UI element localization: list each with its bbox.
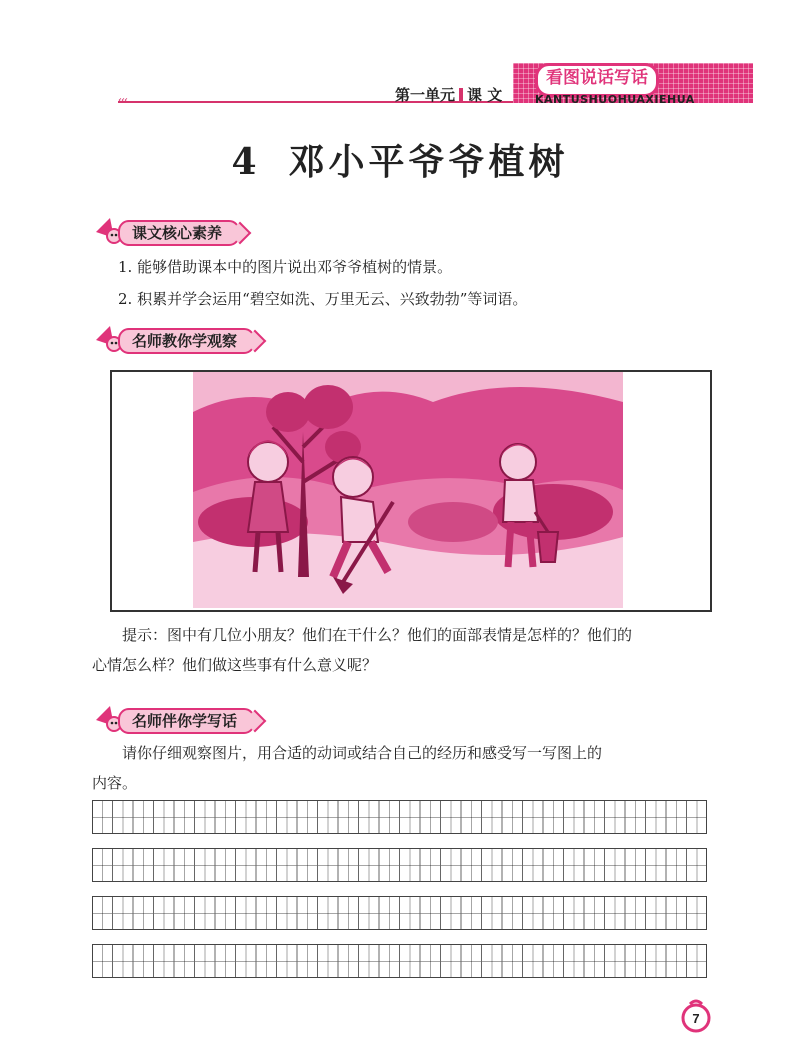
writing-grid-row-2[interactable] — [92, 848, 707, 882]
lesson-title: 邓小平爷爷植树 — [288, 141, 569, 183]
tree-planting-illustration — [193, 372, 623, 608]
brand-pinyin: KANTUSHUOHUAXIEHUA — [535, 93, 695, 106]
brand-title: 看图说话写话 — [535, 63, 659, 97]
observation-hint — [92, 620, 712, 680]
writing-grid-row-3[interactable] — [92, 896, 707, 930]
literacy-item-2: 2. 积累并学会运用“碧空如洗、万里无云、兴致勃勃”等词语。 — [118, 290, 528, 308]
hint-line-2: 心情怎么样？他们做这些事有什么意义呢？ — [92, 656, 378, 674]
page-number: 7 — [692, 1011, 700, 1026]
header-unit — [395, 84, 502, 105]
section-tag: 名师教你学观察 — [118, 328, 255, 354]
page-number-badge — [678, 998, 714, 1034]
literacy-item-1: 1. 能够借助课本中的图片说出邓爷爷植树的情景。 — [118, 258, 453, 276]
writing-prompt — [92, 738, 712, 798]
section-tag: 名师伴你学写话 — [118, 708, 255, 734]
unit-label: 第一单元 — [395, 86, 456, 104]
section-label: 课 文 — [467, 86, 503, 104]
writing-grid-row-1[interactable] — [92, 800, 707, 834]
hint-line-1: 提示：图中有几位小朋友？他们在干什么？他们的面部表情是怎样的？他们的 — [122, 626, 633, 644]
header-ornament: ‹‹‹ — [118, 95, 127, 106]
brand-banner — [535, 63, 775, 106]
lesson-number: 4 — [231, 141, 261, 183]
prompt-line-2: 内容。 — [92, 774, 138, 792]
page-title — [0, 134, 800, 185]
header-divider — [459, 88, 463, 102]
writing-grid-row-4[interactable] — [92, 944, 707, 978]
prompt-line-1: 请你仔细观察图片，用合适的动词或结合自己的经历和感受写一写图上的 — [122, 744, 603, 762]
section-tag: 课文核心素养 — [118, 220, 240, 246]
